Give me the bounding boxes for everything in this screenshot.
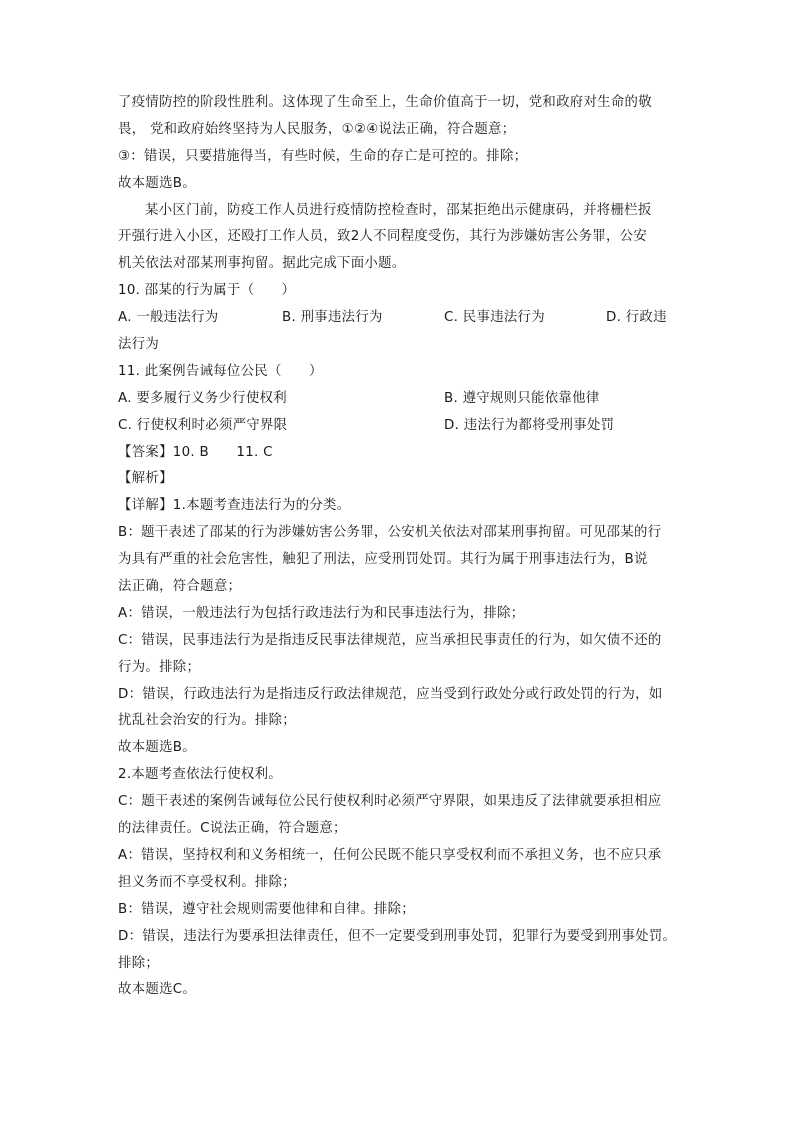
analysis-line: D：错误，行政违法行为是指违反行政法律规范，应当受到行政处分或行政处罚的行为，如 [118, 686, 663, 702]
analysis-line: 【详解】1.本题考查违法行为的分类。 [118, 498, 351, 514]
analysis-line: 故本题选C。 [118, 982, 197, 998]
analysis-line: 的法律责任。C说法正确，符合题意； [118, 821, 347, 837]
text-line: 故本题选B。 [118, 175, 196, 191]
analysis-line: 为具有严重的社会危害性，触犯了刑法，应受刑罚处罚。其行为属于刑事违法行为，B说 [118, 552, 648, 568]
analysis-line: 担义务而不享受权利。排除； [118, 874, 296, 890]
option-d: D. 行政违 [606, 310, 667, 326]
analysis-line: 排除； [118, 955, 160, 971]
question-10-stem: 10. 邵某的行为属于（ ） [118, 283, 296, 299]
option-b: B. 刑事违法行为 [282, 310, 383, 326]
option-b: B. 遵守规则只能依靠他律 [444, 390, 600, 406]
option-c: C. 行使权利时必须严守界限 [118, 417, 288, 433]
analysis-line: 故本题选B。 [118, 740, 196, 756]
answer-line: 【答案】10. B 11. C [118, 444, 273, 460]
analysis-line: D：错误，违法行为要承担法律责任，但不一定要受到刑事处罚，犯罪行为要受到刑事处罚。 [118, 928, 677, 944]
option-a: A. 一般违法行为 [118, 310, 219, 326]
option-d-continued: 法行为 [118, 337, 160, 353]
document-body [118, 90, 688, 1004]
analysis-line: A：错误，一般违法行为包括行政违法行为和民事违法行为，排除； [118, 605, 525, 621]
material-line: 机关依法对邵某刑事拘留。据此完成下面小题。 [118, 256, 406, 272]
analysis-line: C：错误，民事违法行为是指违反民事法律规范，应当承担民事责任的行为，如欠债不还的 [118, 632, 662, 648]
analysis-line: 扰乱社会治安的行为。排除； [118, 713, 296, 729]
analysis-line: B：错误，遵守社会规则需要他律和自律。排除； [118, 901, 415, 917]
analysis-line: 行为。排除； [118, 659, 201, 675]
analysis-header: 【解析】 [118, 471, 173, 487]
material-line: 某小区门前，防疫工作人员进行疫情防控检查时，邵某拒绝出示健康码，并将栅栏扳 [145, 202, 652, 218]
analysis-line: B：题干表述了邵某的行为涉嫌妨害公务罪，公安机关依法对邵某刑事拘留。可见邵某的行 [118, 525, 662, 541]
option-c: C. 民事违法行为 [444, 310, 545, 326]
option-a: A. 要多履行义务少行使权利 [118, 390, 287, 406]
option-d: D. 违法行为都将受刑事处罚 [444, 417, 615, 433]
question-11-stem: 11. 此案例告诫每位公民（ ） [118, 363, 323, 379]
analysis-line: C：题干表述的案例告诫每位公民行使权利时必须严守界限，如果违反了法律就要承担相应 [118, 794, 662, 810]
material-line: 开强行进入小区，还殴打工作人员，致2人不同程度受伤，其行为涉嫌妨害公务罪，公安 [118, 229, 648, 245]
question-11-options-row2 [118, 413, 688, 440]
text-line: 畏， 党和政府始终坚持为人民服务，①②④说法正确，符合题意； [118, 121, 516, 137]
text-line: 了疫情防控的阶段性胜利。这体现了生命至上，生命价值高于一切，党和政府对生命的敬 [118, 95, 652, 110]
question-11-options-row1 [118, 386, 688, 413]
text-line: ③：错误，只要措施得当，有些时候，生命的存亡是可控的。排除； [118, 148, 528, 164]
question-10-options [118, 305, 688, 332]
analysis-line: 2.本题考查依法行使权利。 [118, 767, 282, 783]
analysis-line: 法正确，符合题意； [118, 579, 242, 595]
analysis-line: A：错误，坚持权利和义务相统一，任何公民既不能只享受权利而不承担义务，也不应只承 [118, 847, 662, 863]
